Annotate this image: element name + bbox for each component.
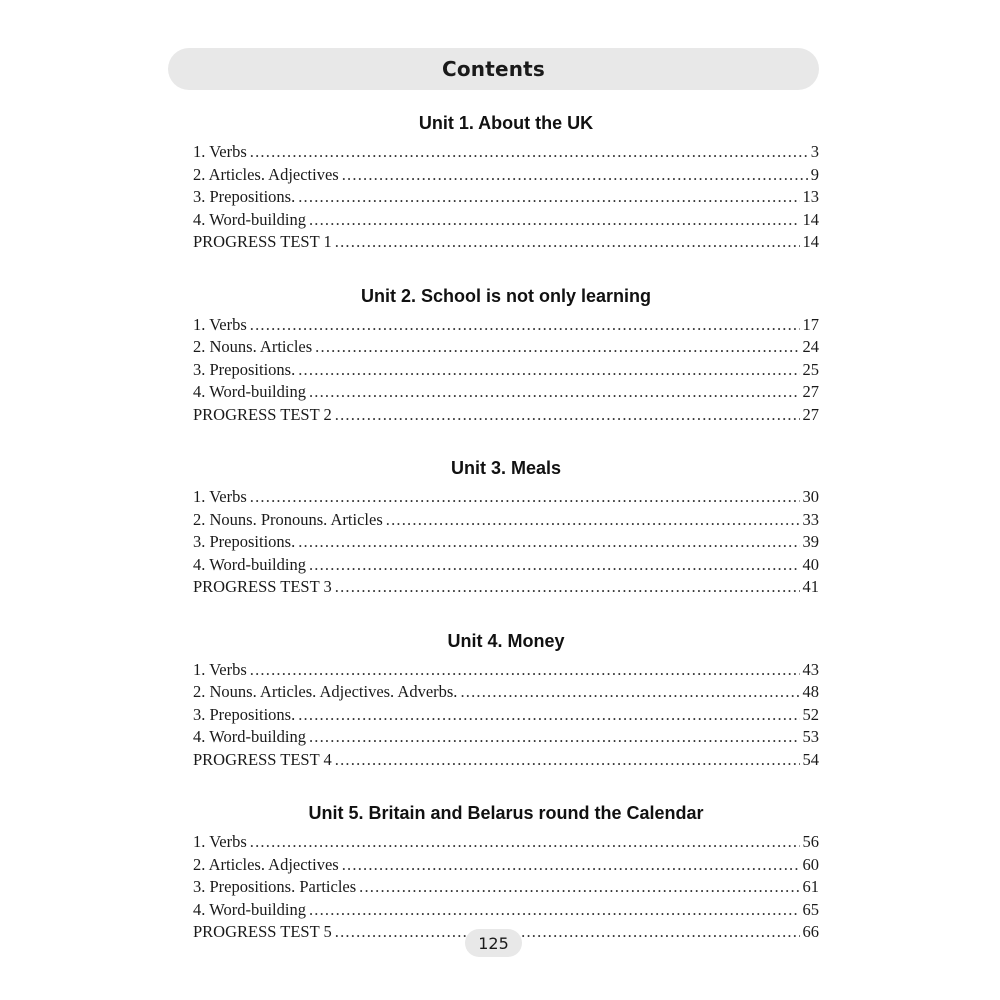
dot-leader [309, 726, 800, 749]
dot-leader [309, 554, 800, 577]
dot-leader [342, 854, 800, 877]
table-of-contents [193, 108, 819, 971]
toc-entry-label: PROGRESS TEST 3 [193, 577, 332, 596]
toc-entry-label: 2. Nouns. Pronouns. Articles [193, 509, 383, 529]
dot-leader [335, 749, 800, 772]
dot-leader [315, 336, 799, 359]
toc-entry-page: 3 [810, 142, 819, 161]
toc-entry[interactable] [193, 749, 819, 772]
unit-3-section [193, 453, 819, 599]
toc-entry[interactable] [193, 681, 819, 704]
toc-entry-label: 1. Verbs [193, 659, 247, 679]
toc-entry[interactable] [193, 576, 819, 599]
toc-entry-label: 3. Prepositions. [193, 532, 296, 551]
dot-leader [335, 921, 800, 944]
toc-entry[interactable] [193, 141, 819, 164]
toc-entry-page: 17 [802, 314, 819, 334]
dot-leader [309, 209, 800, 232]
toc-entry-label: PROGRESS TEST 4 [193, 749, 332, 769]
toc-entry[interactable] [193, 704, 819, 727]
unit-heading: Unit 5. Britain and Belarus round the Calendar [308, 803, 704, 823]
dot-leader [250, 486, 800, 509]
toc-entry-page: 53 [802, 727, 819, 746]
toc-entry[interactable] [193, 231, 819, 254]
toc-entry-page: 30 [802, 487, 819, 506]
toc-entry-page: 48 [802, 682, 819, 701]
toc-entry-label: PROGRESS TEST 5 [193, 922, 332, 941]
toc-entry-page: 60 [802, 854, 819, 874]
toc-entry[interactable] [193, 509, 819, 532]
toc-entry-label: 4. Word-building [193, 554, 306, 574]
toc-entry[interactable] [193, 336, 819, 359]
toc-entry[interactable] [193, 554, 819, 577]
toc-entry[interactable] [193, 209, 819, 232]
dot-leader [298, 704, 799, 727]
toc-entry-page: 27 [802, 404, 819, 424]
dot-leader [342, 164, 808, 187]
unit-2-section [193, 281, 819, 427]
dot-leader [335, 404, 800, 427]
toc-entry[interactable] [193, 531, 819, 554]
toc-entry-page: 61 [802, 877, 819, 896]
dot-leader [298, 531, 799, 554]
toc-entry-page: 56 [802, 832, 819, 851]
toc-entry-label: 2. Articles. Adjectives [193, 854, 339, 874]
toc-entry[interactable] [193, 314, 819, 337]
toc-entry[interactable] [193, 404, 819, 427]
toc-entry-label: 2. Articles. Adjectives [193, 164, 339, 184]
toc-entry-label: 3. Prepositions. [193, 359, 296, 379]
toc-entry-page: 43 [802, 659, 819, 679]
toc-entry-label: 2. Nouns. Articles [193, 337, 313, 356]
toc-entry-label: 1. Verbs [193, 314, 247, 334]
toc-entry-label: 2. Nouns. Articles. Adjectives. Adverbs. [193, 682, 458, 701]
dot-leader [359, 876, 799, 899]
dot-leader [250, 659, 800, 682]
toc-entry[interactable] [193, 186, 819, 209]
dot-leader [309, 899, 800, 922]
toc-entry-label: 4. Word-building [193, 899, 306, 919]
unit-heading: Unit 2. School is not only learning [360, 285, 652, 306]
toc-entry-page: 54 [802, 749, 819, 769]
dot-leader [386, 509, 800, 532]
dot-leader [460, 681, 799, 704]
unit-heading: Unit 3. Meals [450, 458, 562, 478]
dot-leader [250, 314, 800, 337]
dot-leader [335, 576, 800, 599]
toc-entry-label: PROGRESS TEST 1 [193, 232, 332, 251]
toc-entry-label: 4. Word-building [193, 727, 306, 746]
toc-entry-label: 4. Word-building [193, 382, 306, 401]
toc-entry-page: 9 [810, 164, 819, 184]
toc-entry-label: PROGRESS TEST 2 [193, 404, 332, 424]
page-title: Contents [441, 57, 546, 81]
unit-heading: Unit 1. About the UK [418, 113, 594, 133]
toc-entry-page: 66 [802, 922, 819, 941]
dot-leader [250, 141, 808, 164]
toc-entry[interactable] [193, 899, 819, 922]
contents-header-bar [168, 48, 819, 90]
toc-entry-label: 3. Prepositions. [193, 704, 296, 724]
toc-entry-page: 14 [802, 232, 819, 251]
toc-entry-page: 13 [802, 187, 819, 206]
toc-entry-page: 65 [802, 899, 819, 919]
toc-entry-page: 25 [802, 359, 819, 379]
toc-entry-label: 4. Word-building [193, 209, 306, 229]
dot-leader [250, 831, 800, 854]
toc-entry-page: 27 [802, 382, 819, 401]
toc-entry[interactable] [193, 164, 819, 187]
toc-entry[interactable] [193, 876, 819, 899]
toc-entry[interactable] [193, 854, 819, 877]
dot-leader [335, 231, 800, 254]
toc-entry-page: 14 [802, 209, 819, 229]
dot-leader [298, 186, 799, 209]
dot-leader [309, 381, 800, 404]
unit-4-section [193, 626, 819, 772]
toc-entry-label: 3. Prepositions. Particles [193, 877, 357, 896]
toc-entry-page: 41 [802, 577, 819, 596]
dot-leader [298, 359, 799, 382]
toc-entry[interactable] [193, 831, 819, 854]
toc-entry-label: 1. Verbs [193, 142, 247, 161]
toc-entry[interactable] [193, 381, 819, 404]
toc-entry[interactable] [193, 659, 819, 682]
toc-entry-page: 24 [802, 337, 819, 356]
unit-5-section [193, 798, 819, 944]
toc-entry-page: 40 [802, 554, 819, 574]
toc-entry-label: 3. Prepositions. [193, 187, 296, 206]
unit-heading: Unit 4. Money [447, 630, 565, 651]
toc-entry-label: 1. Verbs [193, 487, 247, 506]
toc-entry-page: 52 [802, 704, 819, 724]
toc-entry[interactable] [193, 359, 819, 382]
toc-entry-page: 39 [802, 532, 819, 551]
toc-entry[interactable] [193, 726, 819, 749]
toc-entry-page: 33 [802, 509, 819, 529]
toc-entry[interactable] [193, 486, 819, 509]
toc-entry-label: 1. Verbs [193, 832, 247, 851]
page-number: 125 [465, 929, 522, 957]
unit-1-section [193, 108, 819, 254]
